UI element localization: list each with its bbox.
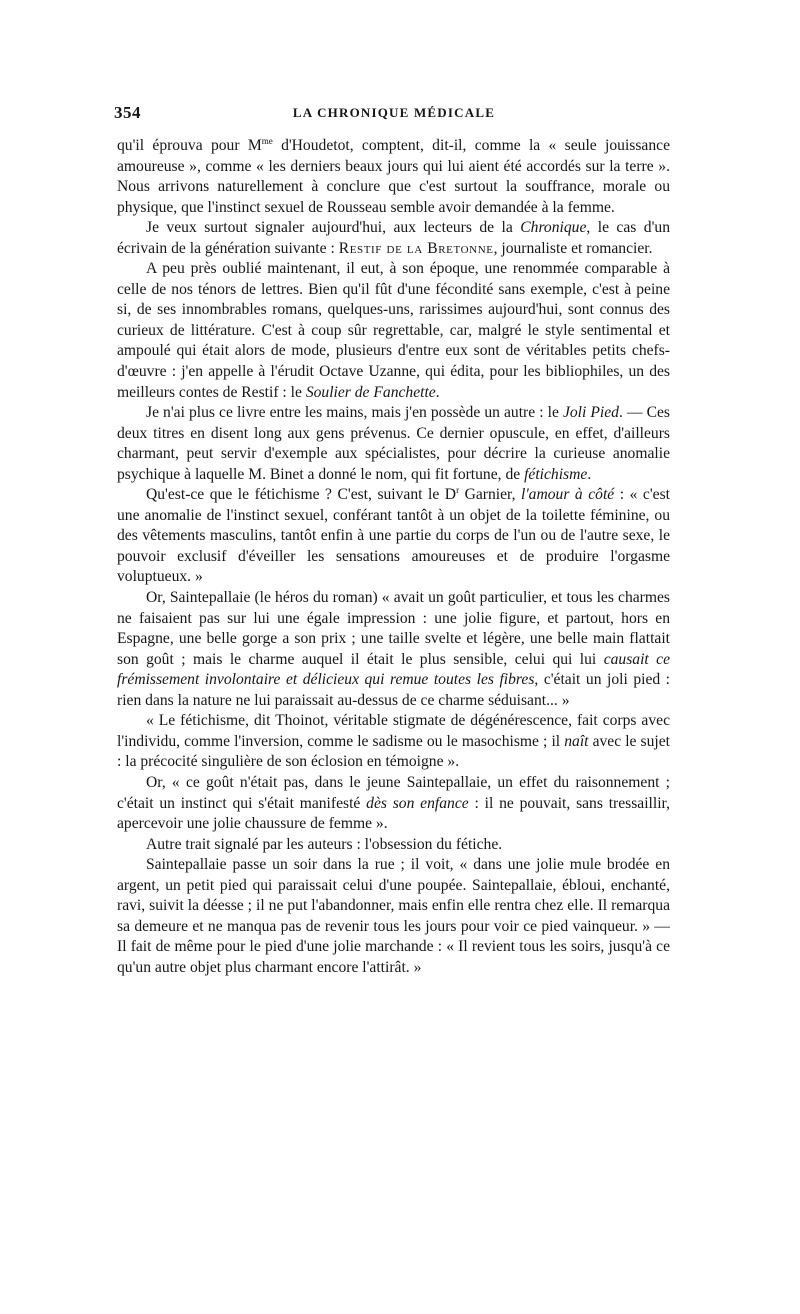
text-run: Or, « ce goût n'était pas, dans le jeune Saintepallaie, un effet du raisonnement ; c'était un instinct qui s'était manifesté (117, 773, 670, 812)
text-run: : il ne pouvait, sans tressaillir, apercevoir une jolie chaussure de femme ». (117, 794, 671, 833)
text-run: . (435, 383, 440, 401)
running-title: LA CHRONIQUE MÉDICALE (292, 105, 496, 120)
paragraph (117, 403, 670, 485)
page-header (114, 103, 674, 127)
text-run: d'Houdetot, comptent, dit-il, comme la « seule jouissance amoureuse », comme « les derniers beaux jours qui lui aient été accordés sur la terre ». Nous arrivons naturellement à conclure que c'est surtout la souffrance, morale ou physique, que l'instinct sexuel de Rousseau semble avoir demandée à la femme. (117, 137, 670, 216)
paragraph (117, 136, 670, 218)
italic-text: fétichisme (524, 465, 588, 483)
text-run: Or, Saintepallaie (le héros du roman) « avait un goût particulier, et tous les charmes ne faisaient pas sur lui une égale impression : une jolie figure, et partout, hors en Espagne, une belle gorge a son prix ; une taille svelte et légère, une belle main flattait son goût ; mais le charme auquel il était le plus sensible, celui qui lui (117, 589, 670, 668)
paragraph (117, 485, 670, 588)
italic-text: l'amour à côté (521, 486, 615, 504)
text-run: avec le sujet : la précocité singulière de son éclosion en témoigne ». (117, 732, 670, 771)
text-run: , c'était un joli pied : rien dans la nature ne lui paraissait au-dessus de ce charme séduisant... » (117, 671, 671, 709)
text-run: « Le fétichisme, dit Thoinot, véritable stigmate de dégénérescence, fait corps avec l'individu, comme l'inversion, comme le sadisme ou le masochisme ; il (117, 712, 670, 750)
paragraph (117, 588, 670, 711)
body-text (117, 136, 670, 978)
paragraph (117, 855, 670, 978)
text-run: Je n'ai plus ce livre entre les mains, mais j'en possède un autre : le (146, 404, 563, 422)
italic-text: naît (564, 732, 589, 750)
paragraph (117, 259, 670, 403)
superscript: me (261, 136, 273, 146)
text-run: : « c'est une anomalie de l'instinct sexuel, conférant tantôt à un objet de la toilette féminine, ou des vêtements masculins, tantôt enfin à une partie du corps de l'un ou de l'autre sexe, le pouvoir exclusif d'éveiller les sensations amoureuses et de produire l'orgasme voluptueux. » (117, 486, 670, 586)
page-number: 354 (114, 103, 141, 122)
paragraph (117, 835, 670, 856)
text-run: Je veux surtout signaler aujourd'hui, aux lecteurs de la (146, 219, 521, 237)
paragraph (117, 773, 670, 835)
text-run: A peu près oublié maintenant, il eut, à son époque, une renommée comparable à celle de nos ténors de lettres. Bien qu'il fût d'une fécondité sans exemple, c'est à peine si, de ses innombrables romans, quelques-uns, rarissimes aujourd'hui, sont connus des curieux de littérature. C'est à coup sûr regrettable, car, malgré le style sentimental et ampoulé qui était alors de mode, plusieurs d'entre eux sont de véritables petits chefs-d'œuvre : j'en appelle à l'érudit Octave Uzanne, qui édita, pour les bibliophiles, un des meilleurs contes de Restif : le (117, 260, 670, 401)
italic-text: Chronique (520, 219, 587, 237)
italic-text: Soulier de Fanchette (305, 383, 436, 401)
text-run: , le cas d'un écrivain de la génération suivante : (117, 219, 670, 257)
text-run: Garnier, (459, 486, 522, 504)
italic-text: causait ce frémissement involontaire et délicieux qui remue toutes les fibres (117, 650, 670, 689)
text-run: Saintepallaie passe un soir dans la rue ; il voit, « dans une jolie mule brodée en argent, un petit pied qui paraissait celui d'une poupée. Saintepallaie, ébloui, enchanté, ravi, suivit la déesse ; il ne put l'abandonner, mais enfin elle rentra chez elle. Il remarqua sa demeure et ne manqua pas de revenir tous les jours pour voir ce pied vainqueur. » — Il fait de même pour le pied d'une jolie marchande : « Il revient tous les soirs, jusqu'à ce qu'un autre objet plus charmant encore l'attirât. » (117, 856, 670, 976)
italic-text: Joli Pied (562, 404, 619, 422)
text-run: , journaliste et romancier. (493, 239, 653, 257)
text-run: qu'il éprouva pour M (117, 137, 262, 154)
text-run: . (587, 465, 592, 483)
text-run: . — Ces deux titres en disent long aux gens prévenus. Ce dernier opuscule, en effet, d'ailleurs charmant, peut servir d'exemple aux spécialistes, pour décrire la curieuse anomalie psychique à laquelle M. Binet a donné le nom, qui fit fortune, de (117, 404, 671, 483)
small-caps-text: Restif de la Bretonne (338, 239, 494, 257)
italic-text: dès son enfance (366, 794, 469, 812)
text-run: Autre trait signalé par les auteurs : l'obsession du fétiche. (146, 835, 503, 853)
text-run: Qu'est-ce que le fétichisme ? C'est, suivant le D (146, 486, 457, 504)
superscript: r (456, 485, 460, 496)
paragraph (117, 711, 670, 773)
paragraph (117, 218, 670, 259)
